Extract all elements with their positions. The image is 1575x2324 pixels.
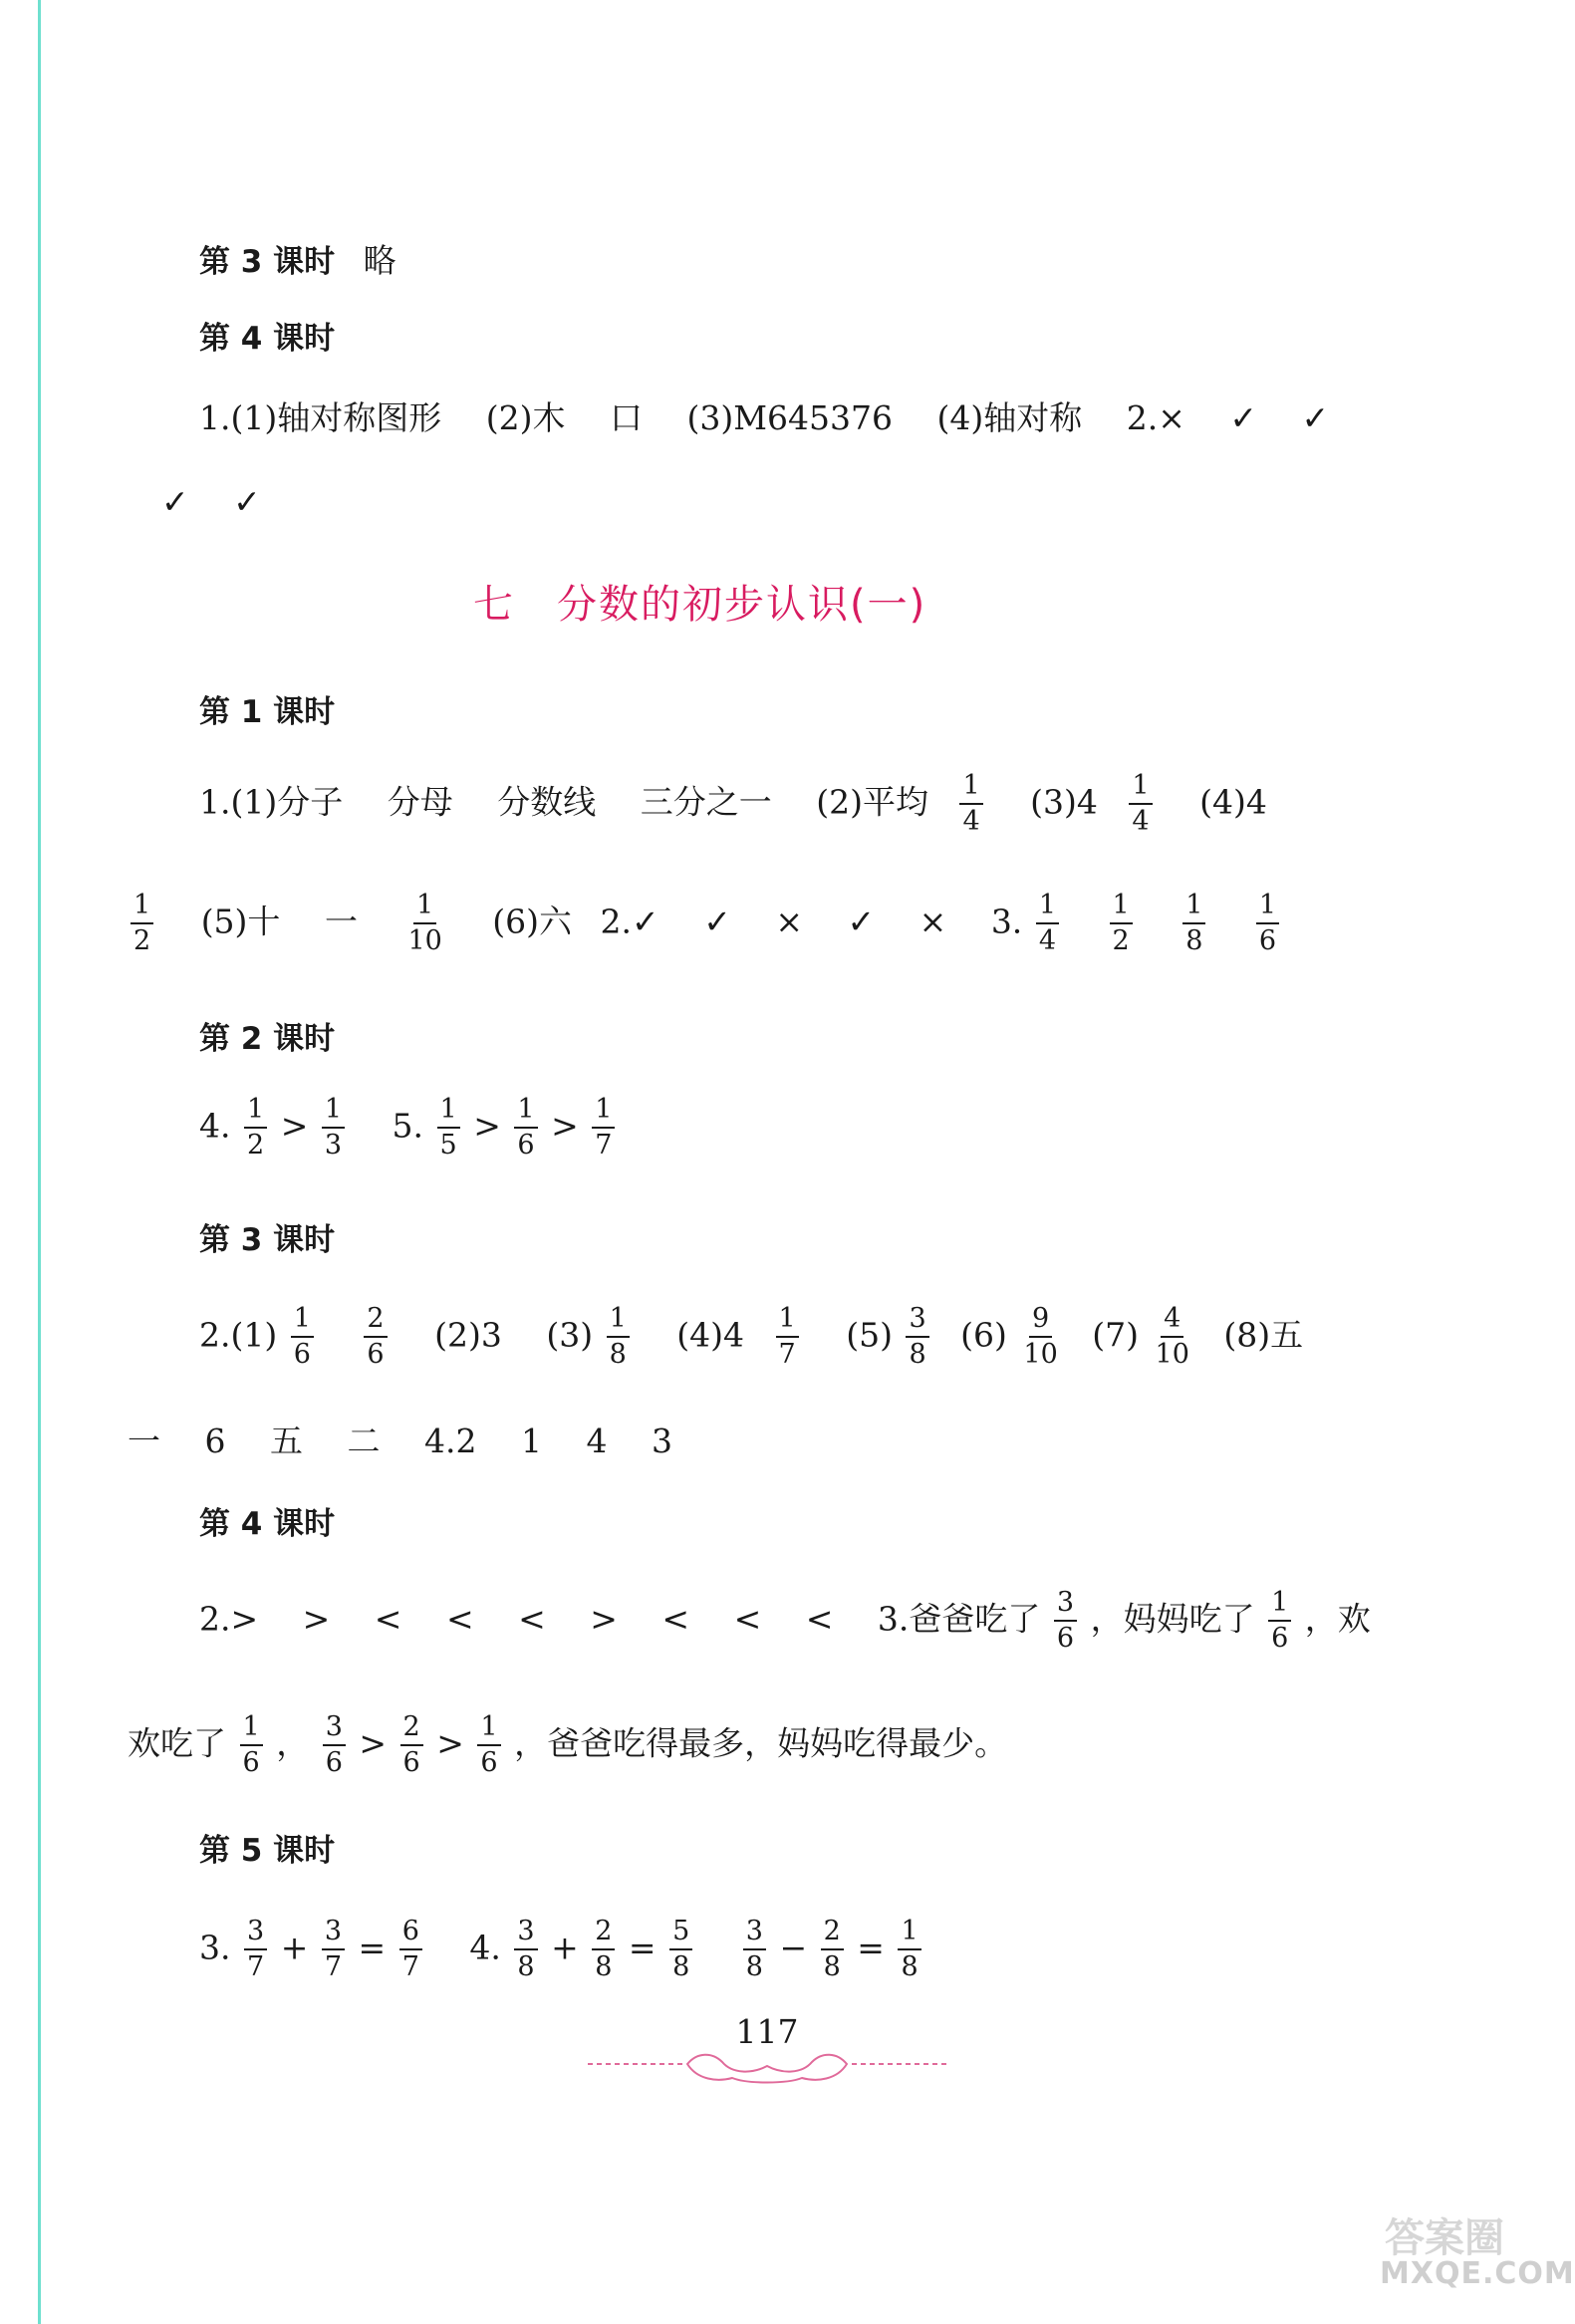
answer-text: (5)十 (200, 902, 281, 941)
answer-text: (3)M645376 (686, 398, 893, 437)
watermark-logo: 答案圈 (1385, 2215, 1504, 2261)
fraction: $\frac{1}{3}$ (322, 1096, 345, 1161)
answer-text: (7) (1092, 1315, 1140, 1355)
answer-text: < (374, 1599, 402, 1639)
answer-text: > (302, 1599, 331, 1639)
answer-text: (4)4 (1199, 782, 1267, 822)
answer-line (128, 892, 1282, 956)
answer-line (128, 1713, 1007, 1778)
cross-mark: × (775, 902, 803, 941)
fraction: $\frac{1}{7}$ (776, 1305, 799, 1370)
watermark-text: MXQE.COM (1380, 2256, 1575, 2291)
answer-text: (8)五 (1223, 1315, 1304, 1355)
answer-text: > (359, 1723, 388, 1763)
fraction: $\frac{1}{4}$ (1036, 892, 1059, 956)
answer-text: 二 (347, 1421, 381, 1460)
answer-text: 1 (520, 1421, 542, 1460)
answer-line (199, 1096, 618, 1161)
answer-text: 1.(1)分子 (199, 782, 344, 822)
fraction: $\frac{3}{7}$ (244, 1918, 267, 1982)
fraction: $\frac{1}{6}$ (291, 1305, 314, 1370)
answer-line (199, 398, 1330, 437)
fraction: $\frac{1}{2}$ (244, 1096, 267, 1161)
fraction: $\frac{5}{8}$ (669, 1918, 692, 1982)
answer-text: (6)六 (492, 902, 573, 941)
answer-text: < (805, 1599, 834, 1639)
lesson-2-heading: 第 2 课时 (199, 1021, 336, 1057)
fraction: $\frac{1}{4}$ (1129, 772, 1152, 837)
fraction: $\frac{1}{6}$ (514, 1096, 537, 1161)
answer-text: (4)4 (676, 1315, 745, 1355)
fraction: $\frac{1}{6}$ (240, 1713, 263, 1778)
fraction: $\frac{1}{6}$ (1256, 892, 1279, 956)
answer-text: 5. (392, 1106, 424, 1146)
answer-text: 三分之一 (640, 782, 772, 822)
check-mark: ✓ (233, 482, 261, 521)
answer-text: (4)轴对称 (936, 398, 1083, 437)
answer-text: 4. (469, 1928, 501, 1967)
answer-text: (6) (960, 1315, 1007, 1355)
chapter-title: 七 分数的初步认识(一) (473, 582, 927, 628)
answer-text: 3. (990, 902, 1023, 941)
answer-text: 3 (651, 1421, 672, 1460)
answer-text: > (590, 1599, 618, 1639)
check-mark: ✓ (847, 902, 876, 941)
fraction: $\frac{4}{10}$ (1155, 1303, 1189, 1371)
fraction: $\frac{9}{10}$ (1023, 1303, 1058, 1371)
answer-text: 2.✓ (600, 902, 659, 941)
page-number: 117 (735, 2012, 799, 2051)
answer-text: 3.爸爸吃了 (877, 1599, 1041, 1639)
answer-text: 欢吃了 (128, 1723, 226, 1763)
fraction: $\frac{2}{8}$ (592, 1918, 615, 1982)
answer-text: 一 (128, 1421, 160, 1460)
fraction: $\frac{3}{6}$ (323, 1713, 346, 1778)
page-edge-stripe (38, 0, 41, 2324)
fraction: $\frac{2}{6}$ (400, 1713, 423, 1778)
answer-text: + (280, 1928, 309, 1967)
answer-line (128, 1421, 672, 1460)
answer-text: > (473, 1106, 501, 1146)
fraction: $\frac{2}{6}$ (364, 1305, 387, 1370)
fraction: $\frac{1}{8}$ (898, 1918, 920, 1982)
answer-text: > (280, 1106, 309, 1146)
check-mark: ✓ (1301, 398, 1330, 437)
fraction: $\frac{6}{7}$ (399, 1918, 422, 1982)
answer-line (199, 1589, 1371, 1654)
answer-text: 分数线 (497, 782, 597, 822)
answer-text: 口 (609, 398, 643, 437)
lesson-5-heading: 第 5 课时 (199, 1833, 336, 1869)
fraction: $\frac{1}{8}$ (1182, 892, 1205, 956)
answer-text: < (518, 1599, 546, 1639)
answer-text: + (551, 1928, 579, 1967)
answer-text: (3)4 (1030, 782, 1098, 822)
answer-text: = (857, 1928, 885, 1967)
answer-text: > (551, 1106, 579, 1146)
answer-text: (2)平均 (816, 782, 928, 822)
answer-text: − (779, 1928, 808, 1967)
answer-text: ，爸爸吃得最多，妈妈吃得最少。 (514, 1723, 1008, 1763)
answer-line (199, 1918, 924, 1982)
answer-text: > (436, 1723, 464, 1763)
answer-text: 1.(1)轴对称图形 (199, 398, 442, 437)
fraction: $\frac{1}{8}$ (607, 1305, 630, 1370)
answer-text: (3) (546, 1315, 594, 1355)
answer-line (161, 482, 261, 521)
lesson-answer: 略 (363, 241, 396, 280)
fraction: $\frac{3}{7}$ (322, 1918, 345, 1982)
lesson-3-top (199, 241, 396, 280)
lesson-4-top-heading: 第 4 课时 (199, 321, 336, 357)
answer-text: 五 (270, 1421, 303, 1460)
answer-text: (2)3 (434, 1315, 502, 1355)
answer-text: 2.× (1126, 398, 1185, 437)
answer-text: ，妈妈吃了 (1090, 1599, 1255, 1639)
answer-text: (2)木 (485, 398, 566, 437)
answer-text: ，欢 (1304, 1599, 1371, 1639)
page-footer (588, 2012, 946, 2092)
answer-text: < (445, 1599, 474, 1639)
fraction: $\frac{3}{8}$ (743, 1918, 766, 1982)
answer-text: 4 (586, 1421, 608, 1460)
check-mark: ✓ (703, 902, 731, 941)
fraction: $\frac{2}{8}$ (821, 1918, 844, 1982)
cross-mark: × (919, 902, 947, 941)
answer-text: 6 (204, 1421, 226, 1460)
answer-line (199, 1305, 1303, 1370)
answer-text: 4. (199, 1106, 231, 1146)
answer-text: = (628, 1928, 656, 1967)
check-mark: ✓ (161, 482, 189, 521)
fraction: $\frac{1}{6}$ (477, 1713, 500, 1778)
answer-text: 3. (199, 1928, 231, 1967)
answer-line (199, 772, 1267, 837)
answer-text: 一 (324, 902, 358, 941)
fraction: $\frac{1}{10}$ (407, 890, 442, 957)
answer-text: = (358, 1928, 387, 1967)
lesson-1-heading: 第 1 课时 (199, 694, 336, 730)
lesson-3-heading: 第 3 课时 (199, 1222, 336, 1258)
fraction: $\frac{3}{8}$ (906, 1305, 928, 1370)
answer-text: 2.> (199, 1599, 259, 1639)
fraction: $\frac{3}{6}$ (1054, 1589, 1077, 1654)
answer-text: < (733, 1599, 762, 1639)
fraction: $\frac{1}{5}$ (437, 1096, 460, 1161)
lesson-4-heading: 第 4 课时 (199, 1506, 336, 1542)
fraction: $\frac{1}{4}$ (959, 772, 982, 837)
fraction: $\frac{1}{7}$ (592, 1096, 615, 1161)
answer-text: < (661, 1599, 690, 1639)
fraction: $\frac{1}{2}$ (1110, 892, 1133, 956)
fraction: $\frac{1}{6}$ (1268, 1589, 1291, 1654)
answer-text: ， (276, 1723, 310, 1763)
answer-text: 分母 (387, 782, 453, 822)
check-mark: ✓ (1229, 398, 1258, 437)
fraction: $\frac{1}{2}$ (131, 892, 153, 956)
answer-text: 2.(1) (199, 1315, 278, 1355)
answer-text: 4.2 (424, 1421, 477, 1460)
fraction: $\frac{3}{8}$ (514, 1918, 537, 1982)
lesson-heading: 第 3 课时 (199, 244, 336, 280)
answer-text: (5) (846, 1315, 893, 1355)
